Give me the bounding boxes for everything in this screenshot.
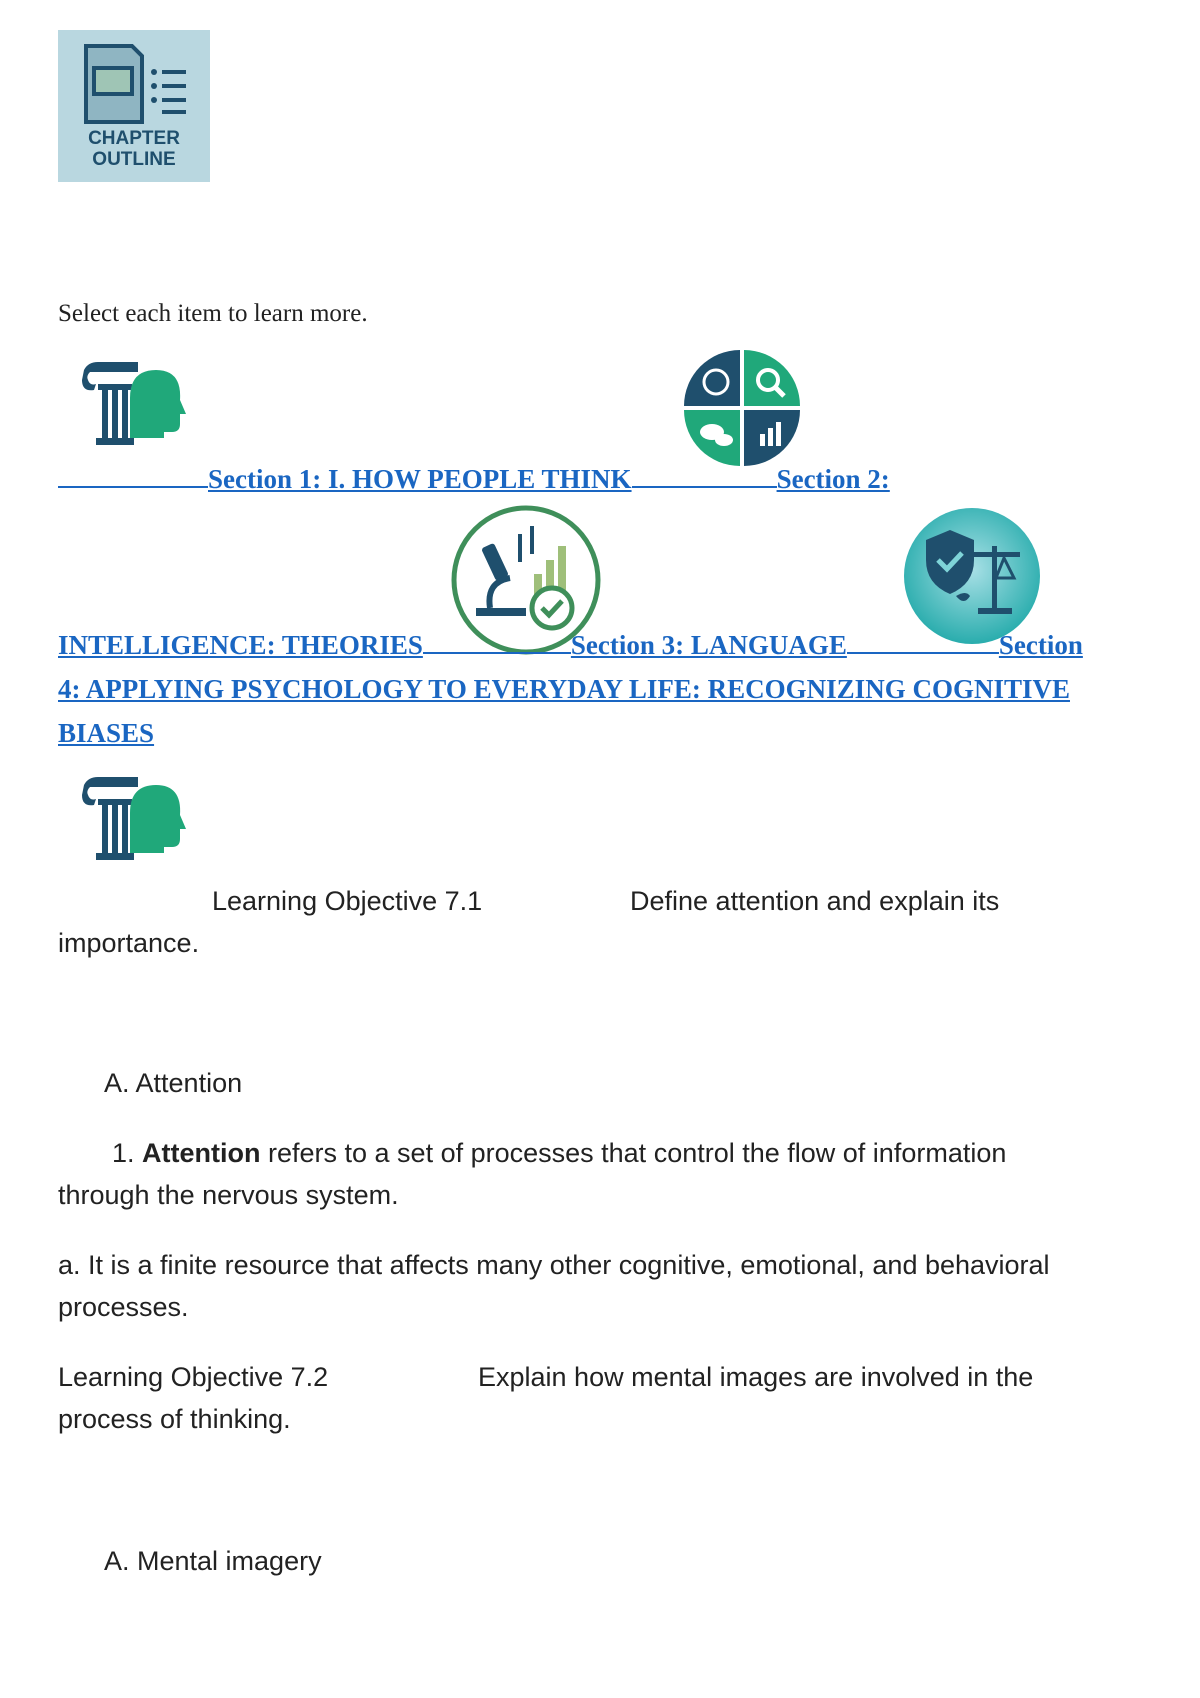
section-links-line-1 bbox=[58, 462, 890, 501]
attention-paragraph bbox=[112, 1132, 1006, 1174]
section-3-link[interactable]: Section 3: LANGUAGE bbox=[570, 630, 847, 660]
logo-line-2: OUTLINE bbox=[92, 149, 176, 170]
attention-term: Attention bbox=[142, 1138, 261, 1168]
logo-line-1: CHAPTER bbox=[88, 128, 180, 149]
lo-7-1-text: Define attention and explain its bbox=[630, 886, 1000, 916]
quad-circle-icon[interactable] bbox=[684, 350, 800, 466]
attention-heading: A. Attention bbox=[104, 1068, 243, 1098]
section-links-line-3 bbox=[58, 672, 1070, 711]
section-links-line-2 bbox=[58, 628, 1083, 667]
lo-7-1-text-cont: importance. bbox=[58, 928, 200, 958]
pillar-head-icon bbox=[82, 775, 186, 861]
section-2-link-part-1[interactable]: Section 2: bbox=[776, 464, 890, 494]
lo-7-2-text: Explain how mental images are involved in the bbox=[478, 1362, 1034, 1392]
document-icon bbox=[76, 42, 194, 126]
section-4-link-part-3[interactable]: BIASES bbox=[58, 718, 155, 748]
section-2-link-part-2[interactable]: INTELLIGENCE: THEORIES bbox=[58, 630, 423, 660]
attention-definition: refers to a set of processes that control the flow of information bbox=[260, 1138, 1007, 1168]
pillar-head-icon[interactable] bbox=[82, 360, 186, 446]
lo-7-2-label: Learning Objective 7.2 bbox=[58, 1362, 329, 1392]
section-4-link-part-1[interactable]: Section bbox=[998, 630, 1083, 660]
shield-scale-icon[interactable] bbox=[904, 508, 1040, 644]
paragraph-number: 1. bbox=[112, 1138, 143, 1168]
lo-7-2-text-cont: process of thinking. bbox=[58, 1404, 291, 1434]
link-spacer bbox=[58, 464, 208, 488]
intro-text: Select each item to learn more. bbox=[58, 300, 368, 327]
chapter-outline-logo bbox=[58, 30, 210, 182]
section-links-line-4 bbox=[58, 716, 154, 755]
attention-subpoint-a: a. It is a finite resource that affects many other cognitive, emotional, and behavioral bbox=[58, 1250, 1050, 1280]
link-spacer bbox=[423, 630, 571, 654]
link-spacer bbox=[632, 464, 777, 488]
section-1-link[interactable]: Section 1: I. HOW PEOPLE THINK bbox=[208, 464, 632, 494]
logo-text bbox=[88, 128, 180, 170]
lo-7-1-label: Learning Objective 7.1 bbox=[212, 886, 483, 916]
attention-paragraph-cont: through the nervous system. bbox=[58, 1180, 399, 1210]
attention-subpoint-a-cont: processes. bbox=[58, 1292, 189, 1322]
mental-imagery-heading: A. Mental imagery bbox=[104, 1546, 322, 1576]
link-spacer bbox=[847, 630, 999, 654]
section-4-link-part-2[interactable]: 4: APPLYING PSYCHOLOGY TO EVERYDAY LIFE: RECOGNIZING COGNITIVE bbox=[58, 674, 1070, 704]
